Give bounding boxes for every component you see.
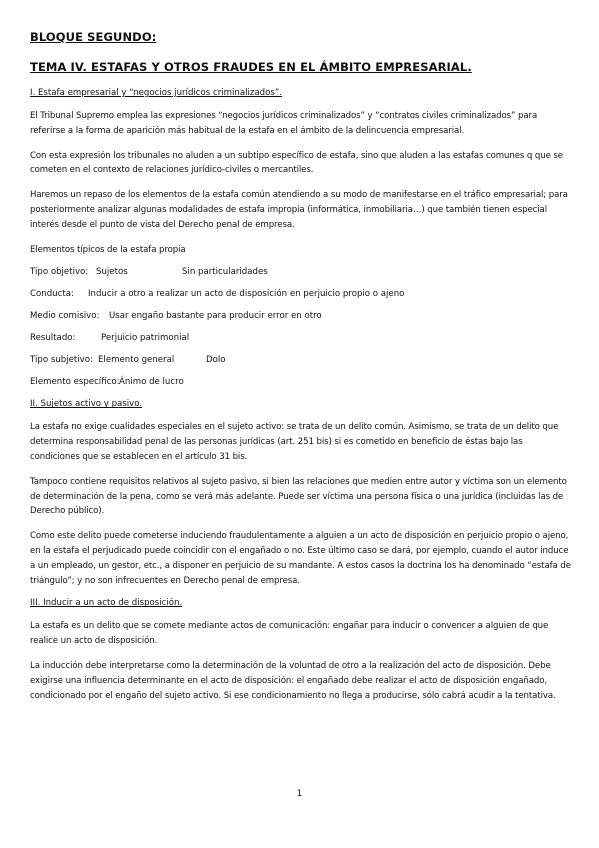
document-page — [30, 30, 572, 713]
paragraph: Tampoco contiene requisitos relativos al sujeto pasivo, si bien las relaciones que medien entre autor y víctima son un elemento de determinación de la pena, como se verá más adelante. Puede ser víctima una persona física o una jurídica (incluidas las de Derecho público). — [30, 476, 567, 517]
element-row-resultado — [30, 333, 572, 343]
element-value: Sujetos — [96, 267, 128, 278]
element-value: Dolo — [206, 355, 226, 366]
element-label: Tipo objetivo: — [30, 267, 89, 278]
page-number: 1 — [296, 789, 303, 799]
paragraph: Elementos típicos de la estafa propia — [30, 244, 186, 255]
element-value: Sin particularidades — [182, 267, 268, 278]
section-heading-2: II. Sujetos activo y pasivo. — [30, 399, 143, 410]
element-label: Tipo subjetivo: — [30, 355, 93, 366]
paragraph: La estafa es un delito que se comete mediante actos de comunicación: engañar para inducir o convencer a alguien de que realice un acto de disposición. — [30, 621, 549, 647]
element-row-tipo-objetivo — [30, 267, 572, 277]
element-value: Usar engaño bastante para producir error en otro — [109, 311, 322, 322]
element-label: Elemento específico: — [30, 377, 120, 388]
paragraph: La estafa no exige cualidades especiales en el sujeto activo: se trata de un delito común. Asimismo, se trata de un delito que determina responsabilidad penal de las personas jurídicas (art. 251 bis) si es cometido en beneficio de éstas bajo las condiciones que se establecen en el artículo 31 bis. — [30, 422, 559, 462]
element-value: Elemento general — [98, 355, 175, 366]
element-value: Ánimo de lucro — [119, 377, 184, 388]
element-value: Inducir a otro a realizar un acto de disposición en perjuicio propio o ajeno — [88, 289, 405, 300]
element-value: Perjuicio patrimonial — [101, 333, 190, 344]
element-label: Conducta: — [30, 289, 74, 300]
element-row-especifico — [30, 377, 572, 387]
paragraph: Como este delito puede cometerse induciendo fraudulentamente a alguien a un acto de disposición en perjuicio propio o ajeno, en la estafa el perjudicado puede coincidir con el engañado o no. Este último caso se dará, por ejemplo, cuando el autor induce a un empleado, un gestor, etc., a disponer en perjuicio de su mandante. A estos casos la doctrina los ha denominado “estafa de triángulo”; y no son infrecuentes en Derecho penal de empresa. — [30, 531, 571, 586]
element-label: Medio comisivo: — [30, 311, 100, 322]
element-row-tipo-subjetivo — [30, 355, 572, 365]
paragraph: El Tribunal Supremo emplea las expresiones “negocios jurídicos criminalizados” y “contratos civiles criminalizados” para referirse a la forma de aparición más habitual de la estafa en el ámbito de la delincuencia empresarial. — [30, 111, 538, 136]
element-row-conducta — [30, 289, 572, 299]
element-row-medio — [30, 311, 572, 321]
section-heading-3: III. Inducir a un acto de disposición. — [30, 598, 183, 609]
paragraph: La inducción debe interpretarse como la determinación de la voluntad de otro a la realización del acto de disposición. Debe exigirse una influencia determinante en el acto de disposición: el engañado debe realizar el acto de disposición engañado, condicionado por el engaño del sujeto activo. Si ese condicionamiento no llega a producirse, sólo cabrá acudir a la tentativa. — [30, 660, 556, 701]
section-heading-1: I. Estafa empresarial y “negocios jurídicos criminalizados”. — [30, 88, 283, 98]
element-label: Resultado: — [30, 333, 76, 344]
block-heading: BLOQUE SEGUNDO: — [30, 30, 157, 44]
topic-heading: TEMA IV. ESTAFAS Y OTROS FRAUDES EN EL ÁMBITO EMPRESARIAL. — [30, 60, 472, 74]
paragraph: Con esta expresión los tribunales no aluden a un subtipo específico de estafa, sino que aluden a las estafas comunes q que se cometen en el contexto de relaciones jurídico-civiles o mercantiles. — [30, 150, 563, 176]
paragraph: Haremos un repaso de los elementos de la estafa común atendiendo a su modo de manifestarse en el tráfico empresarial; para posteriormente analizar algunas modalidades de estafa impropia (informática, inmobiliaria…) que también tienen especial interés desde el punto de vista del Derecho penal de empresa. — [30, 190, 568, 230]
